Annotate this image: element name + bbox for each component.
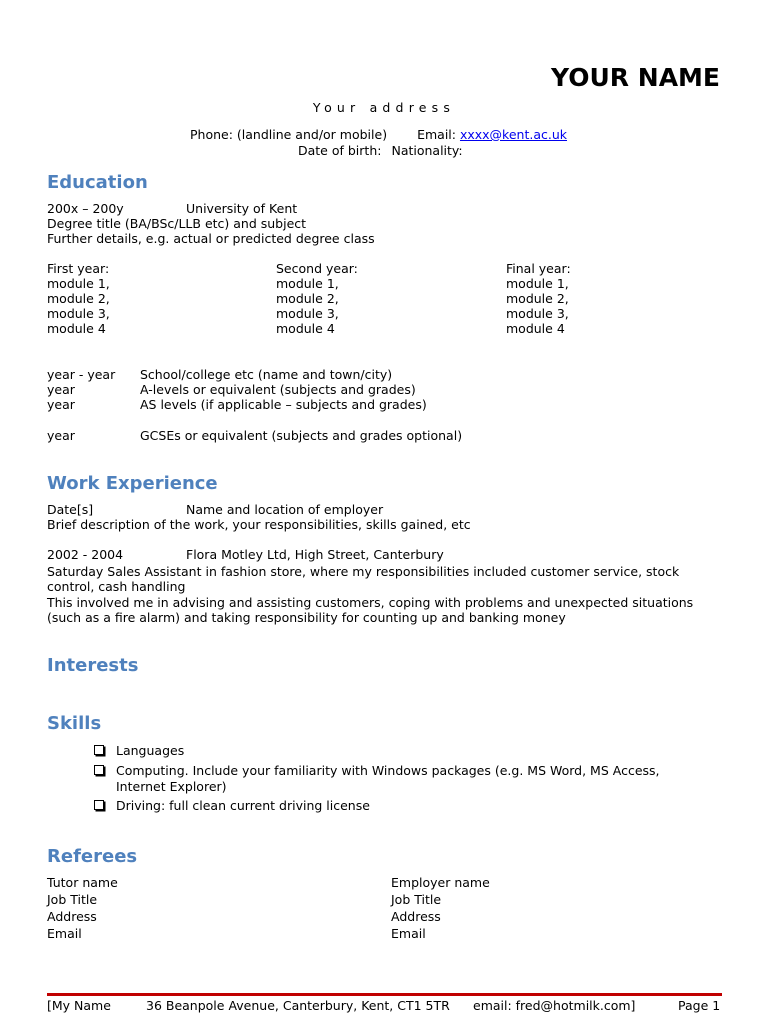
phone-text: Phone: (landline and/or mobile) — [190, 127, 388, 142]
education-university: University of Kent — [186, 201, 298, 216]
skills-heading: Skills — [47, 713, 102, 734]
work-description: This involved me in advising and assisting customers, coping with problems and unexpected situations (such as a fire alarm) and taking responsibility for counting up and banking money — [47, 595, 694, 625]
footer-email: email: fred@hotmilk.com] — [473, 998, 636, 1013]
contact-line — [190, 127, 567, 142]
school-when: year — [47, 397, 75, 412]
school-what: A-levels or equivalent (subjects and grades) — [140, 382, 416, 397]
referee-field: Address — [47, 909, 97, 924]
year-label: First year: — [47, 261, 110, 276]
resume-name: YOUR NAME — [551, 63, 720, 92]
referee-field: Email — [47, 926, 82, 941]
year-column-final — [506, 261, 571, 336]
checkbox-icon — [94, 745, 104, 755]
module-item: module 3, — [47, 306, 110, 321]
school-when: year - year — [47, 367, 116, 382]
work-heading: Work Experience — [47, 473, 218, 494]
year-column-second — [276, 261, 358, 336]
education-dates: 200x – 200y — [47, 201, 124, 216]
school-what: AS levels (if applicable – subjects and grades) — [140, 397, 427, 412]
school-when: year — [47, 428, 75, 443]
year-column-first — [47, 261, 110, 336]
work-dates: 2002 - 2004 — [47, 547, 124, 562]
checkbox-icon — [94, 800, 104, 810]
module-item: module 1, — [47, 276, 110, 291]
work-entry-2 — [47, 547, 444, 562]
skill-item: Languages — [116, 743, 185, 758]
email-link[interactable]: xxxx@kent.ac.uk — [459, 127, 568, 142]
skill-item: Computing. Include your familiarity with Windows packages (e.g. MS Word, MS Access, Internet Explorer) — [116, 763, 660, 794]
education-heading: Education — [47, 172, 148, 193]
nationality-label: Nationality: — [391, 143, 463, 158]
education-degree-block — [47, 201, 375, 246]
interests-heading: Interests — [47, 655, 139, 676]
module-item: module 1, — [506, 276, 569, 291]
module-item: module 4 — [276, 321, 335, 336]
education-degree: Degree title (BA/BSc/LLB etc) and subject — [47, 216, 307, 231]
education-further: Further details, e.g. actual or predicted degree class — [47, 231, 375, 246]
referee-field: Email — [391, 926, 426, 941]
referee-field: Address — [391, 909, 441, 924]
module-item: module 2, — [276, 291, 339, 306]
footer-my-name: [My Name — [47, 998, 111, 1013]
work-description: Brief description of the work, your responsibilities, skills gained, etc — [47, 517, 471, 532]
work-entry-1 — [47, 502, 471, 532]
address-line: Your address — [312, 100, 456, 115]
module-item: module 1, — [276, 276, 339, 291]
module-item: module 3, — [506, 306, 569, 321]
work-dates: Date[s] — [47, 502, 94, 517]
year-label: Final year: — [506, 261, 571, 276]
module-item: module 4 — [506, 321, 565, 336]
checkbox-icon — [94, 765, 104, 775]
referee-field: Employer name — [391, 875, 490, 890]
school-what: GCSEs or equivalent (subjects and grades optional) — [140, 428, 463, 443]
referee-tutor — [47, 874, 118, 942]
footer-page-number: Page 1 — [678, 998, 721, 1013]
dob-label: Date of birth: — [298, 143, 382, 158]
module-item: module 4 — [47, 321, 106, 336]
email-label: Email: — [417, 127, 456, 142]
referee-field: Job Title — [47, 892, 98, 907]
work-employer: Flora Motley Ltd, High Street, Canterbury — [186, 547, 444, 562]
referee-field: Job Title — [391, 892, 442, 907]
footer-address: 36 Beanpole Avenue, Canterbury, Kent, CT1 5TR — [146, 998, 450, 1013]
dob-line — [298, 143, 463, 158]
school-history — [47, 367, 463, 443]
referees-heading: Referees — [47, 846, 138, 867]
skill-item: Driving: full clean current driving license — [116, 798, 370, 813]
module-item: module 2, — [506, 291, 569, 306]
footer-divider — [47, 993, 722, 996]
year-label: Second year: — [276, 261, 358, 276]
module-item: module 3, — [276, 306, 339, 321]
referee-employer — [391, 874, 490, 942]
module-item: module 2, — [47, 291, 110, 306]
referee-field: Tutor name — [47, 875, 118, 890]
work-employer: Name and location of employer — [186, 502, 384, 517]
school-what: School/college etc (name and town/city) — [140, 367, 393, 382]
school-when: year — [47, 382, 75, 397]
work-description: Saturday Sales Assistant in fashion store, where my responsibilities included customer service, stock control, cash handling — [47, 564, 680, 594]
